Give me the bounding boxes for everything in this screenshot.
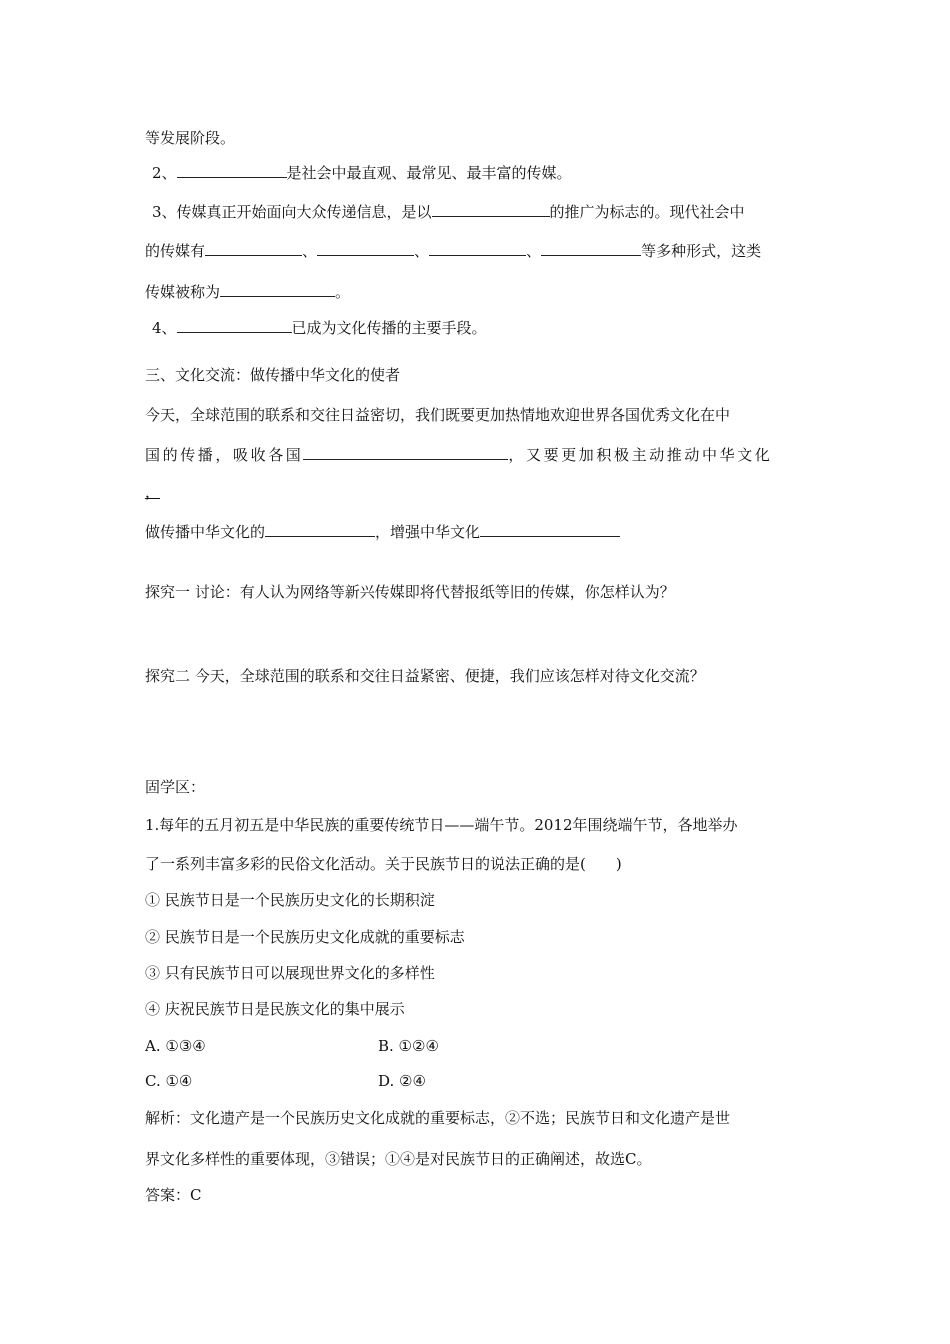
statement-4: ④ 庆祝民族节日是民族文化的集中展示 [145,1000,405,1018]
statement-2: ② 民族节日是一个民族历史文化成就的重要标志 [145,928,465,946]
option-c[interactable]: C. ①④ [145,1072,193,1090]
section-paragraph-line-1: 今天，全球范围的联系和交往日益密切，我们既要更加热情地欢迎世界各国优秀文化在中 [145,406,731,424]
question-text: 传媒被称为 [145,283,221,301]
question-number: 4、 [152,319,177,337]
answer-blank[interactable] [220,282,335,297]
options-row-1-b [378,1036,439,1056]
options-row-2-d [378,1071,426,1091]
question-text: 的推广为标志的。现代社会中 [549,203,745,221]
question-number: 2、 [152,164,177,182]
analysis-line-2: 界文化多样性的重要体现，③错误；①④是对民族节日的正确阐述，故选C。 [145,1150,652,1168]
section-heading: 三、文化交流：做传播中华文化的使者 [145,366,401,384]
answer-blank[interactable] [177,318,292,333]
option-d[interactable]: D. ②④ [378,1072,426,1090]
paragraph-text: ，增强中华文化 [375,523,481,541]
question-3-line-1 [152,202,745,222]
review-question-line-2: 了一系列丰富多彩的民俗文化活动。关于民族节日的说法正确的是( ) [145,855,622,873]
question-text: 是社会中最直观、最常见、最丰富的传媒。 [286,164,572,182]
question-text: 3、传媒真正开始面向大众传递信息，是以 [152,203,432,221]
analysis-line-1: 解析：文化遗产是一个民族历史文化成就的重要标志，②不选；民族节日和文化遗产是世 [145,1109,731,1127]
question-text: 已成为文化传播的主要手段。 [291,319,487,337]
answer-blank[interactable] [432,202,550,217]
answer-blank[interactable] [429,241,526,256]
text: 等发展阶段。 [145,129,236,147]
explore-one: 探究一 讨论：有人认为网络等新兴传媒即将代替报纸等旧的传媒，你怎样认为？ [145,583,675,601]
fill-line-0 [145,128,235,148]
separator: 、 [414,242,430,260]
review-question-line-1: 1.每年的五月初五是中华民族的重要传统节日——端午节。2012年围绕端午节，各地举办 [145,816,738,834]
options-row-1 [145,1036,206,1056]
separator: 、 [526,242,542,260]
question-text: 的传媒有 [145,242,206,260]
question-3-line-3 [145,282,350,302]
option-b[interactable]: B. ①②④ [378,1037,439,1055]
option-a[interactable]: A. ①③④ [145,1037,206,1055]
answer-blank[interactable] [303,445,508,460]
question-3-line-2 [145,241,761,261]
answer-blank[interactable] [317,241,414,256]
section-paragraph-line-4 [145,522,620,542]
answer-text: 答案：C [145,1186,202,1204]
explore-two: 探究二 今天，全球范围的联系和交往日益紧密、便捷，我们应该怎样对待文化交流？ [145,667,705,685]
separator: 、 [302,242,318,260]
question-text: 等多种形式，这类 [641,242,762,260]
paragraph-text: 国的传播，吸收各国 [145,446,304,464]
answer-blank[interactable] [541,241,641,256]
question-2 [152,163,572,183]
answer-blank[interactable] [480,522,620,537]
paragraph-text: ，又要更加积极主动推动中华文化 [508,446,773,464]
section-paragraph-line-2 [145,445,772,465]
answer-blank[interactable] [265,522,375,537]
review-heading: 固学区： [145,778,206,796]
section-paragraph-line-3: ， [145,483,161,501]
answer-blank[interactable] [177,163,287,178]
answer-blank[interactable] [205,241,302,256]
question-4 [152,318,487,338]
options-row-2 [145,1071,192,1091]
punctuation: 。 [335,283,351,301]
statement-3: ③ 只有民族节日可以展现世界文化的多样性 [145,964,435,982]
paragraph-text: 做传播中华文化的 [145,523,266,541]
statement-1: ① 民族节日是一个民族历史文化的长期积淀 [145,891,435,909]
